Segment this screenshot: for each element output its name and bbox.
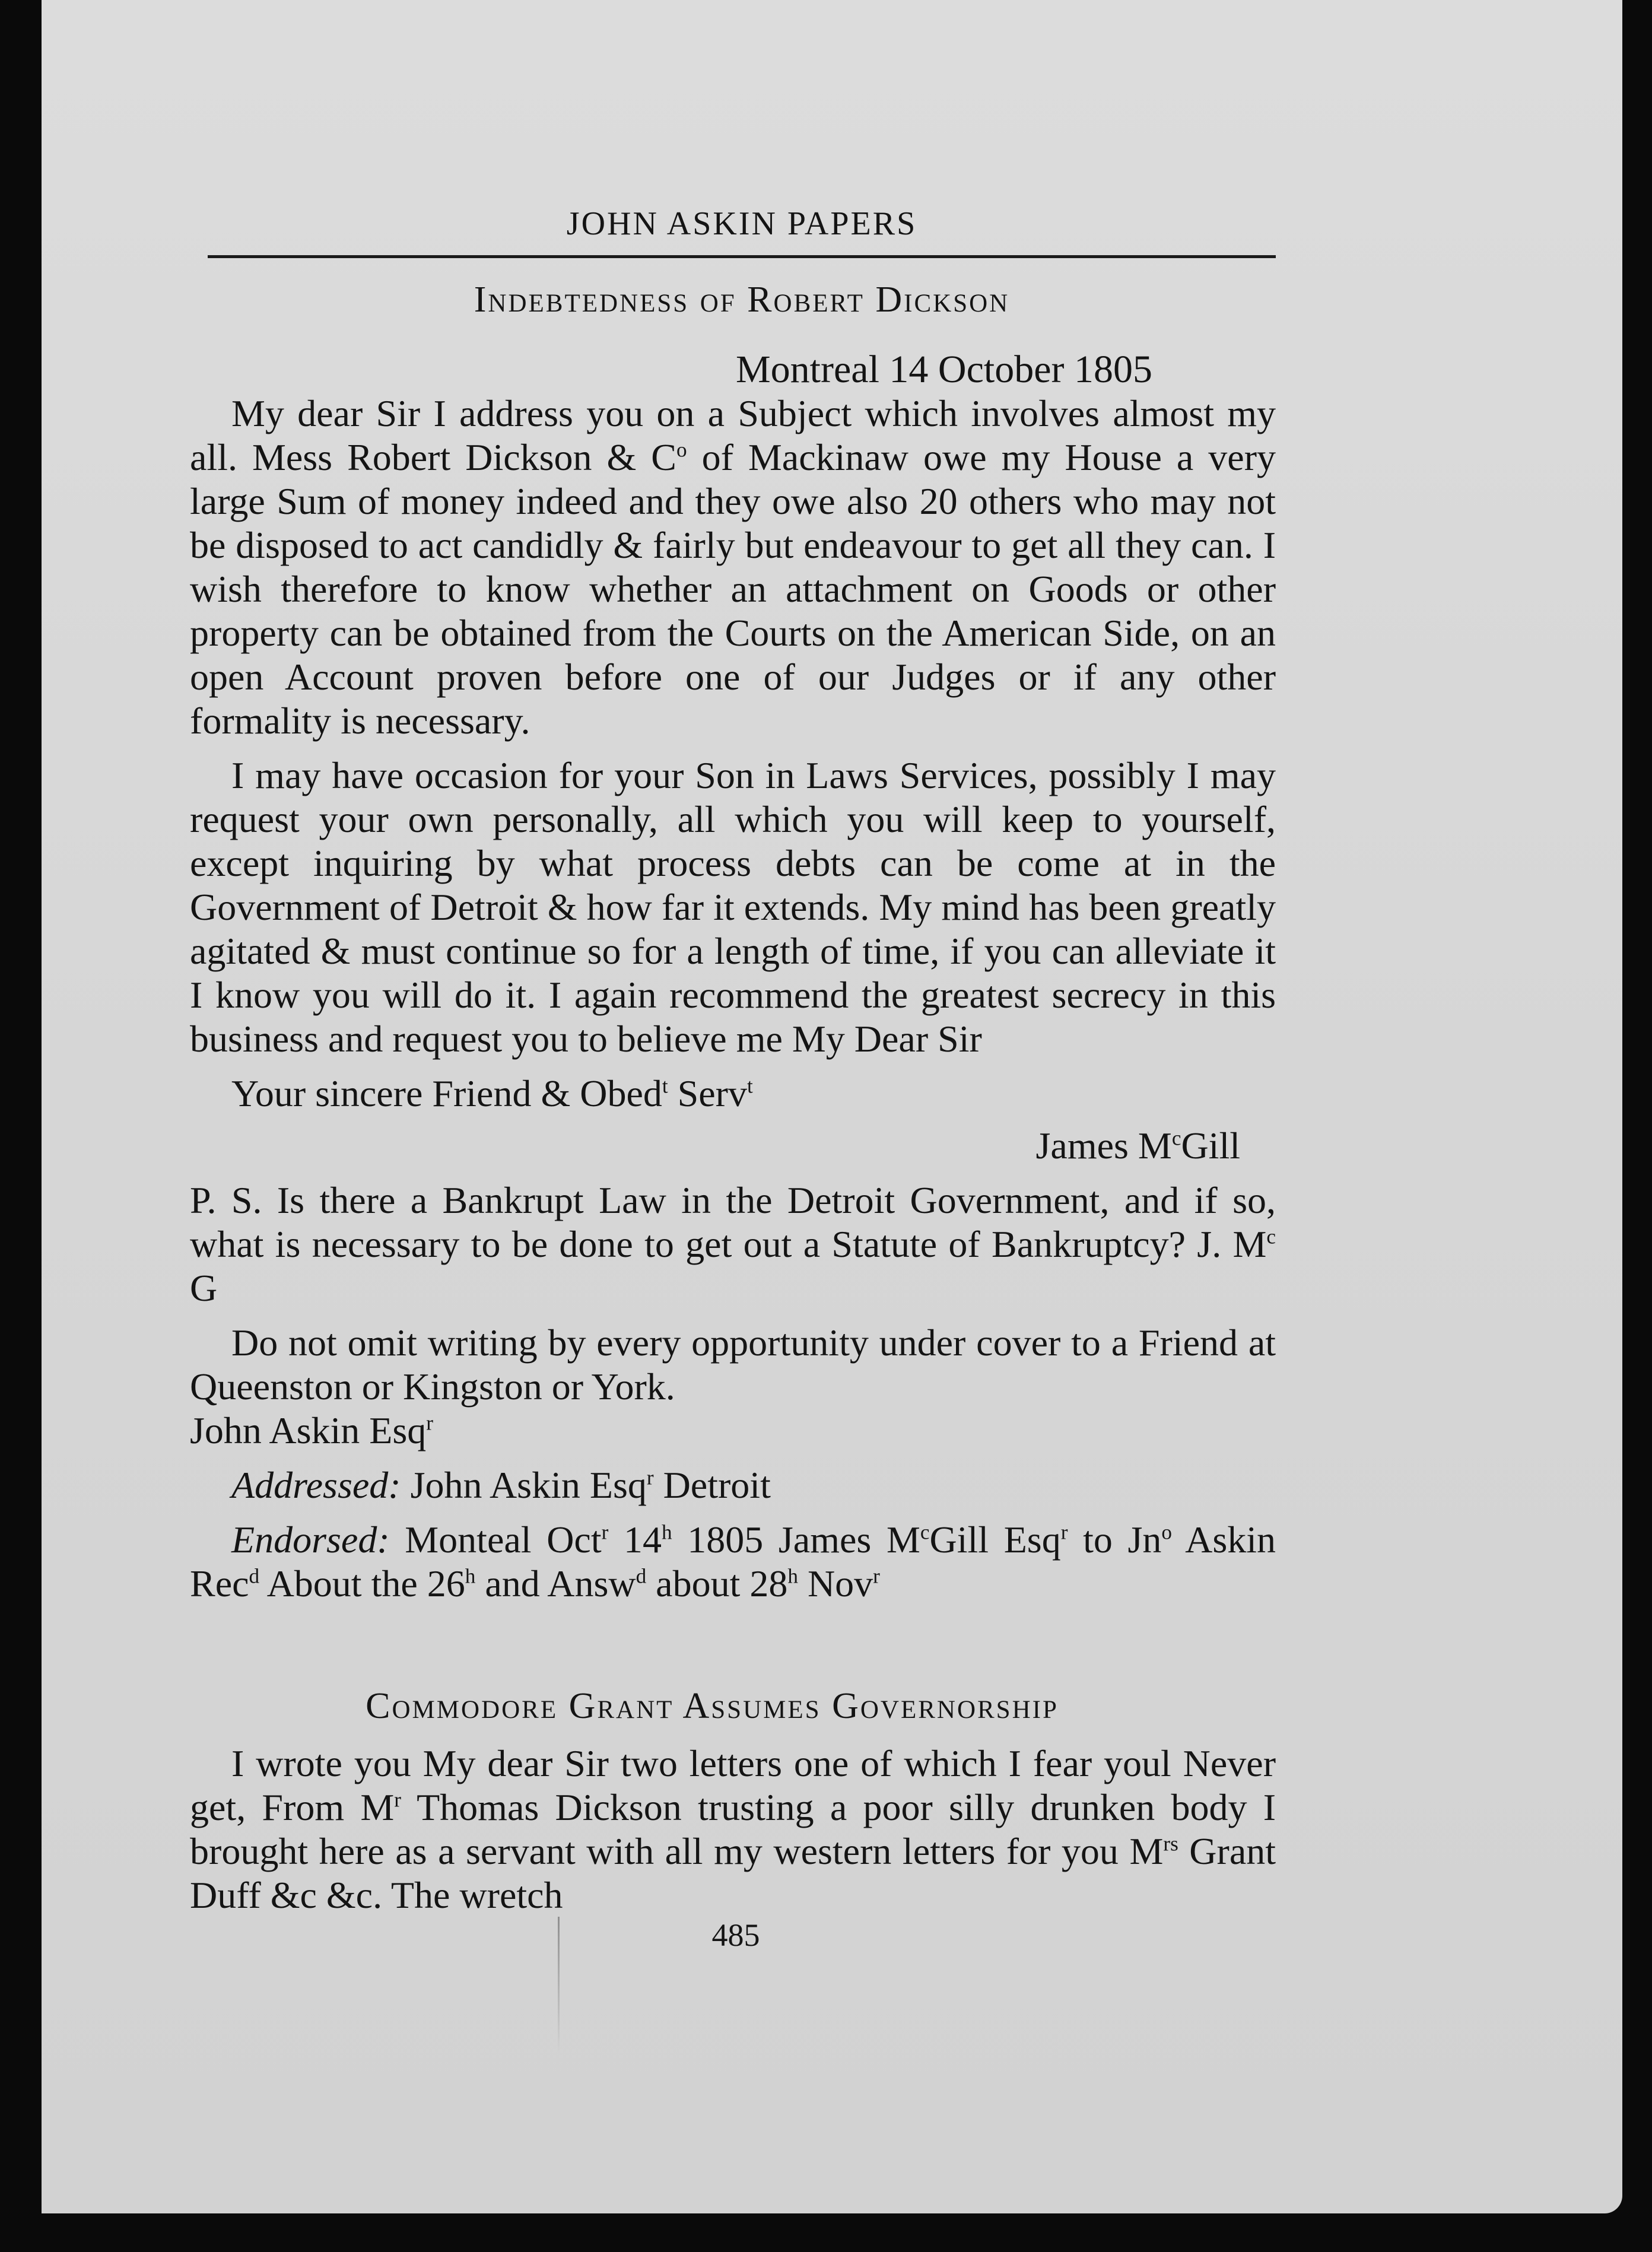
endorsed-note: Endorsed: Monteal Oct$^r$ 14$^h$ 1805 James $M^cGill$ Esq$^r$ to Jn$^o$ Askin Rec$^d$ About the 26$^h$ and Answ$^d$ about 28$^h$ Nov$^r$ — [190, 1519, 1276, 1605]
paragraph-3: Do not omit writing by every opportunity under cover to a Friend at Queenston or Kingston or York. — [190, 1322, 1276, 1408]
letter-date: Montreal 14 October 1805 — [736, 348, 1152, 391]
book-page — [42, 0, 1622, 2213]
running-head: JOHN ASKIN PAPERS — [566, 205, 917, 242]
recipient-line: John Askin Esq$^r$ — [190, 1409, 433, 1451]
section-heading-indebtedness: Indebtedness of Robert Dickson — [474, 279, 1010, 320]
paragraph-1: My dear Sir I address you on a Subject which involves almost my all. Mess Robert Dickson & $C^o$ of Mackinaw owe my House a very large Sum of money indeed and they owe also 20 others who may not be disposed to act candidly & fairly but endeavour to get all they can. I wish therefore to know whether an attachment on Goods or other property can be obtained from the Courts on the American Side, on an open Account proven before one of our Judges or if any other formality is necessary. — [190, 392, 1276, 742]
header-rule — [208, 255, 1276, 258]
section-heading-commodore-grant: Commodore Grant Assumes Governorship — [366, 1686, 1059, 1726]
paper-crease — [558, 1917, 560, 2053]
paragraph-2: I may have occasion for your Son in Laws Services, possibly I may request your own personally, all which you will keep to yourself, except inquiring by what process debts can be come at in the Government of Detroit & how far it extends. My mind has been greatly agitated & must continue so for a length of time, if you can alleviate it I know you will do it. I again recommend the greatest secrecy in this business and request you to believe me My Dear Sir — [190, 754, 1276, 1060]
paragraph-grant-1: I wrote you My dear Sir two letters one of which I fear youl Never get, From $M^r$ Thomas Dickson trusting a poor silly drunken body I brought here as a servant with all my western letters for you $M^{rs}$ Grant Duff &c &c. The wretch — [190, 1742, 1276, 1916]
page-number: 485 — [711, 1917, 760, 1953]
letter-body-grant — [190, 1742, 1276, 1917]
postscript: P. S. Is there a Bankrupt Law in the Detroit Government, and if so, what is necessary to be done to get out a Statute of Bankruptcy? J. $M^c$ G — [190, 1179, 1276, 1309]
addressed-note: Addressed: John Askin Esq$^r$ Detroit — [231, 1464, 771, 1506]
letter-body-mcgill — [190, 392, 1276, 1606]
signature: James $M^cGill$ — [1035, 1125, 1240, 1167]
closing-line: Your sincere Friend & Obed$^t$ Serv$^t$ — [231, 1072, 753, 1114]
